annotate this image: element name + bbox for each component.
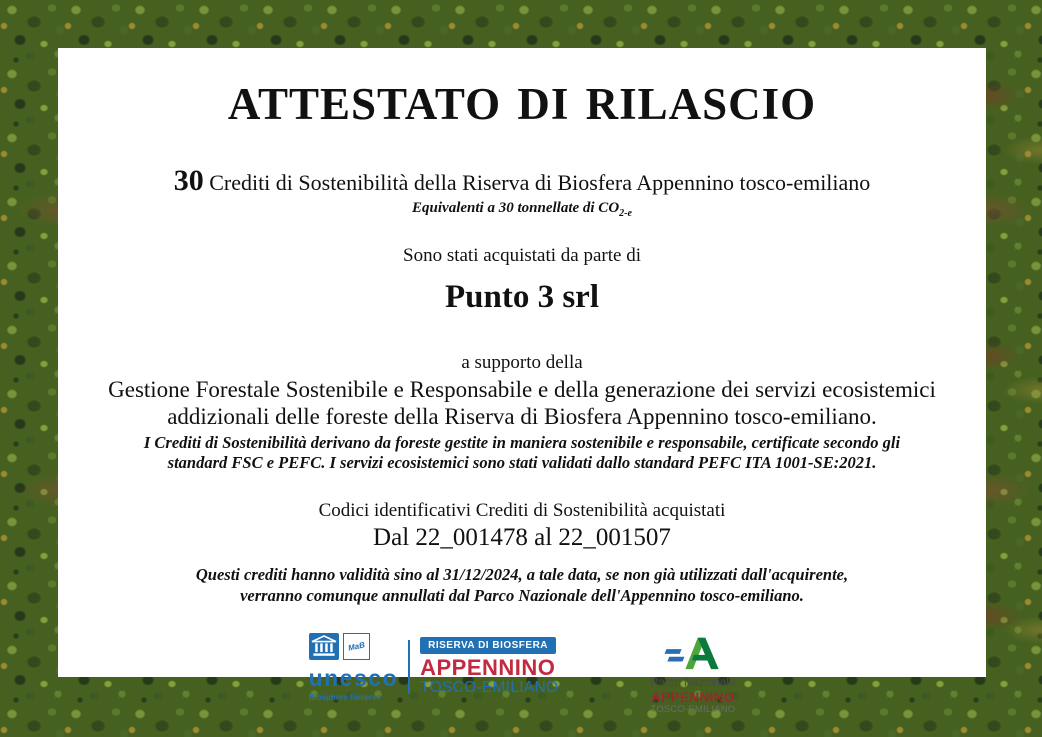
- mab-icon: [343, 633, 370, 660]
- riserva-di-biosfera-block: [420, 637, 558, 697]
- codes-label: Codici identificativi Crediti di Sostenibilità acquistati: [318, 500, 726, 521]
- parco-mountain-icon: [662, 633, 724, 676]
- credits-amount: 30: [173, 163, 204, 197]
- certificate-card: [58, 48, 986, 716]
- unesco-divider: [408, 640, 410, 694]
- riserva-badge: RISERVA DI BIOSFERA: [420, 637, 556, 654]
- parco-appennino-label: APPENNINO: [650, 689, 735, 705]
- co2-equivalent-text: Equivalenti a 30 tonnellate di CO: [412, 199, 620, 216]
- credits-line: [58, 164, 986, 198]
- unesco-biosphere-logo: [309, 633, 559, 702]
- certificate-title: ATTESTATO DI RILASCIO: [227, 79, 817, 129]
- codes-range: Dal 22_001478 al 22_001507: [373, 524, 671, 551]
- standards-note: I Crediti di Sostenibilità derivano da foreste gestite in maniera sostenibile e responsabile, certificate secondo gli standard FSC e PEFC. I servizi ecosistemici sono stati validati dallo standard PEFC ITA 1001-SE:2021.: [143, 432, 901, 473]
- parco-name-label: Parco Nazionale: [650, 676, 736, 689]
- unesco-wordmark: unesco: [308, 664, 399, 691]
- purchase-intro: Sono stati acquistati da parte di: [403, 244, 641, 266]
- riserva-tosco-emiliano-label: TOSCO-EMILIANO: [420, 679, 559, 697]
- co2-equivalent-line: [58, 200, 986, 219]
- validity-note: Questi crediti hanno validità sino al 31/12/2024, a tale data, se non già utilizzati dall'acquirente, verranno comunque annullati dal Parco Nazionale dell'Appennino tosco-emiliano.: [195, 565, 849, 606]
- unesco-logo-boxes: [309, 633, 370, 665]
- unesco-temple-icon: [309, 633, 339, 665]
- unesco-logo-block: [309, 633, 399, 702]
- support-intro: a supporto della: [461, 351, 583, 373]
- buyer-name: Punto 3 srl: [444, 278, 599, 315]
- mab-label: MaB: [346, 640, 366, 653]
- riserva-appennino-label: APPENNINO: [420, 655, 556, 681]
- parco-tosco-emiliano-label: TOSCO-EMILIANO: [650, 704, 736, 716]
- support-description: Gestione Forestale Sostenibile e Responsabile e della generazione dei servizi ecosistemici addizionali delle foreste della Riserva di Biosfera Appennino tosco-emiliano.: [108, 376, 936, 429]
- co2-subscript: 2-e: [619, 207, 632, 219]
- logos-row: [58, 633, 986, 716]
- parco-nazionale-logo: [650, 633, 735, 716]
- credits-description: Crediti di Sostenibilità della Riserva di Biosfera Appennino tosco-emiliano: [209, 169, 871, 195]
- unesco-subtitle: Biosphere Reserve: [308, 692, 382, 702]
